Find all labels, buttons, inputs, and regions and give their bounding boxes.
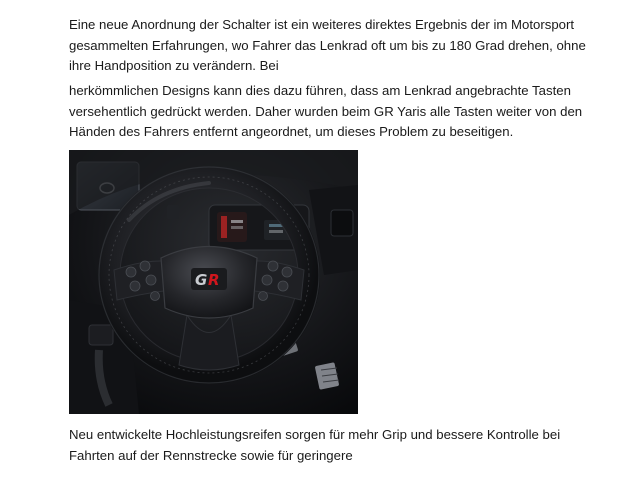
svg-text:R: R <box>208 271 220 289</box>
paragraph-3: Neu entwickelte Hochleistungsreifen sorgen für mehr Grip und bessere Kontrolle bei Fahrten auf der Rennstrecke sowie für geringere <box>69 427 561 463</box>
paragraph-2: herkömmlichen Designs kann dies dazu führen, dass am Lenkrad angebrachte Tasten versehentlich gedrückt werden. Daher wurden beim GR Yaris alle Tasten weiter von den Händen des Fahrers entfernt angeordnet, um dieses Problem zu beseitigen. <box>69 83 583 139</box>
gr-logo <box>191 268 227 290</box>
paragraph-1: Eine neue Anordnung der Schalter ist ein weiteres direktes Ergebnis der im Motorsport gesammelten Erfahrungen, wo Fahrer das Lenkrad oft um bis zu 180 Grad drehen, ohne ihre Handposition zu verändern. Bei <box>69 17 586 73</box>
steering-wheel-illustration <box>69 150 358 414</box>
svg-text:G: G <box>195 271 208 289</box>
steering-wheel-photo <box>69 150 358 414</box>
